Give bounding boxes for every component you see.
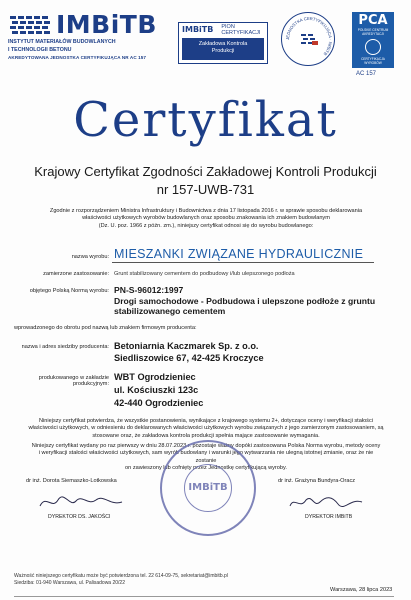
plant-line1: WBT Ogrodzieniec [114,372,196,382]
right-signatory-name: dr inż. Grażyna Bundyra-Oracz [278,478,356,484]
intro-line: Zgodnie z rozporządzeniem Ministra Infrastruktury i Budownictwa z dnia 17 listopada 2016 r. w sprawie sposobu deklarowania [49,208,363,214]
product-underline [112,262,374,263]
zkp-badge [178,22,268,64]
intro-line: właściwości użytkowych wyrobów budowlanych oraz sposobu znakowania ich znakiem budowlanym [82,215,330,222]
plant-line3: 42-440 Ogrodzieniec [114,398,204,408]
pca-logo [352,12,394,68]
certificate-subtitle: Krajowy Certyfikat Zgodności Zakładowej Kontroli Produkcji [34,164,377,179]
left-signatory-name: dr inż. Dorota Siemaszko-Lotkowska [26,478,117,484]
issue-date: Warszawa, 28 lipca 2023 [330,587,393,593]
left-signatory-role: DYREKTOR DS. JAKOŚCI [48,514,111,520]
body-line: właściwości użytkowych, w odniesieniu do deklarowanych właściwości użytkowych wyrobu związanych z jego zamierzonym zastosowaniem, są [28,425,384,432]
producer-label: nazwa i adres siedziby producenta: [21,344,109,350]
body-line: Niniejszy certyfikat wydany po raz pierwszy w dniu 28.07.2023 r. pozostaje ważny dopóki zastosowana Polska Norma wyrobu, metody oceny [31,443,381,449]
market-text: wprowadzonego do obrotu pod nazwą lub znakiem firmowym producenta: [14,325,197,331]
certification-seal [281,12,335,66]
official-stamp [160,440,256,536]
pca-name: PCA [358,13,388,28]
seal-ring-text: JEDNOSTKA CERTYFIKUJĄCA · IMBiTB [284,15,334,57]
certificate-title: Certyfikat [73,92,338,148]
norm-value: PN-S-96012:1997 [114,285,184,295]
norm-desc-line2: stabilizowanego cementem [114,306,226,316]
accreditation-note: AKREDYTOWANA JEDNOSTKA CERTYFIKUJĄCA NR AC 157 [8,55,147,60]
footer-divider [14,596,394,597]
svg-text:JEDNOSTKA CERTYFIKUJĄCA · IMBi [285,16,333,57]
intro-line: (Dz. U. poz. 1966 z późn. zm.), niniejszy certyfikat odnosi się do wyrobu budowlanego: [98,222,314,229]
pca-subtitle: POLSKIE CENTRUM AKREDYTACJI [357,28,389,36]
badge-brand: IMBiTB [182,25,214,34]
intro-paragraph [28,208,384,230]
certificate-number: nr 157-UWB-731 [156,182,255,197]
right-signature-icon [286,492,366,512]
use-label: zamierzone zastosowanie: [43,271,109,277]
norm-label: objętego Polską Normą wyrobu: [29,288,109,294]
plant-label: produkowanego w zakładzie produkcyjnym: [38,375,109,387]
body-line: on zawieszony lub cofnięty przez Jednostkę certyfikującą wyroby. [125,464,287,471]
product-label: nazwa wyrobu: [71,254,109,260]
product-value: MIESZANKI ZWIĄZANE HYDRAULICZNIE [114,247,364,261]
right-signatory-role: DYREKTOR IMBiTB [305,514,353,520]
plant-line2: ul. Kościuszki 123c [114,385,199,395]
institute-name-line1: INSTYTUT MATERIAŁÓW BUDOWLANYCH [8,39,116,45]
use-value: Grunt stabilizowany cementem do podbudowy i/lub ulepszonego podłoża [114,271,295,277]
body-line: Niniejszy certyfikat potwierdza, że wszystkie postanowienia, wynikające z krajowego systemu 2+, dotyczące oceny i weryfikacji stałości [38,418,374,424]
body-line: stosowane oraz, że zakładowa kontrola produkcji spełnia mające zastosowanie wymagania. [92,432,320,439]
pca-mark-icon [365,39,381,55]
producer-line2: Siedliszowice 67, 42-425 Kroczyce [114,353,264,363]
badge-line2: Produkcji [211,48,235,54]
imbitb-emblem-icon [8,12,54,38]
institute-name-line2: I TECHNOLOGII BETONU [8,46,72,53]
seal-ring-icon [282,13,336,67]
badge-pion-text: PION CERTYFIKACJI [221,23,261,36]
pca-cert-text: CERTYFIKACJA WYROBÓW [361,57,385,65]
footer-line1: Ważność niniejszego certyfikatu może być potwierdzona tel. 22 614-09-75, sekretariat@imbitb.pl [14,573,228,579]
brand-name: IMBiTB [56,10,157,39]
left-signature-icon [36,492,126,512]
norm-desc-line1: Drogi samochodowe - Podbudowa i ulepszone podłoże z gruntu [114,296,376,306]
footer [14,573,228,587]
ac-number: AC 157 [356,71,377,77]
body-paragraph-1 [28,418,384,440]
imbitb-logo [8,12,178,60]
producer-line1: Betoniarnia Kaczmarek Sp. z o.o. [114,341,259,351]
footer-line2: Siedziba: 01-940 Warszawa, ul. Palisadowa 20/22 [14,580,125,586]
badge-line1: Zakładowa Kontrola [198,41,248,47]
stamp-center-text: IMBiTB [188,482,228,493]
body-line: i weryfikacji stałości właściwości użytkowych, sam wyrób budowlany i warunki jego wytwarzania nie ulegną istotnej zmianie, oraz że nie zostanie [38,450,374,464]
